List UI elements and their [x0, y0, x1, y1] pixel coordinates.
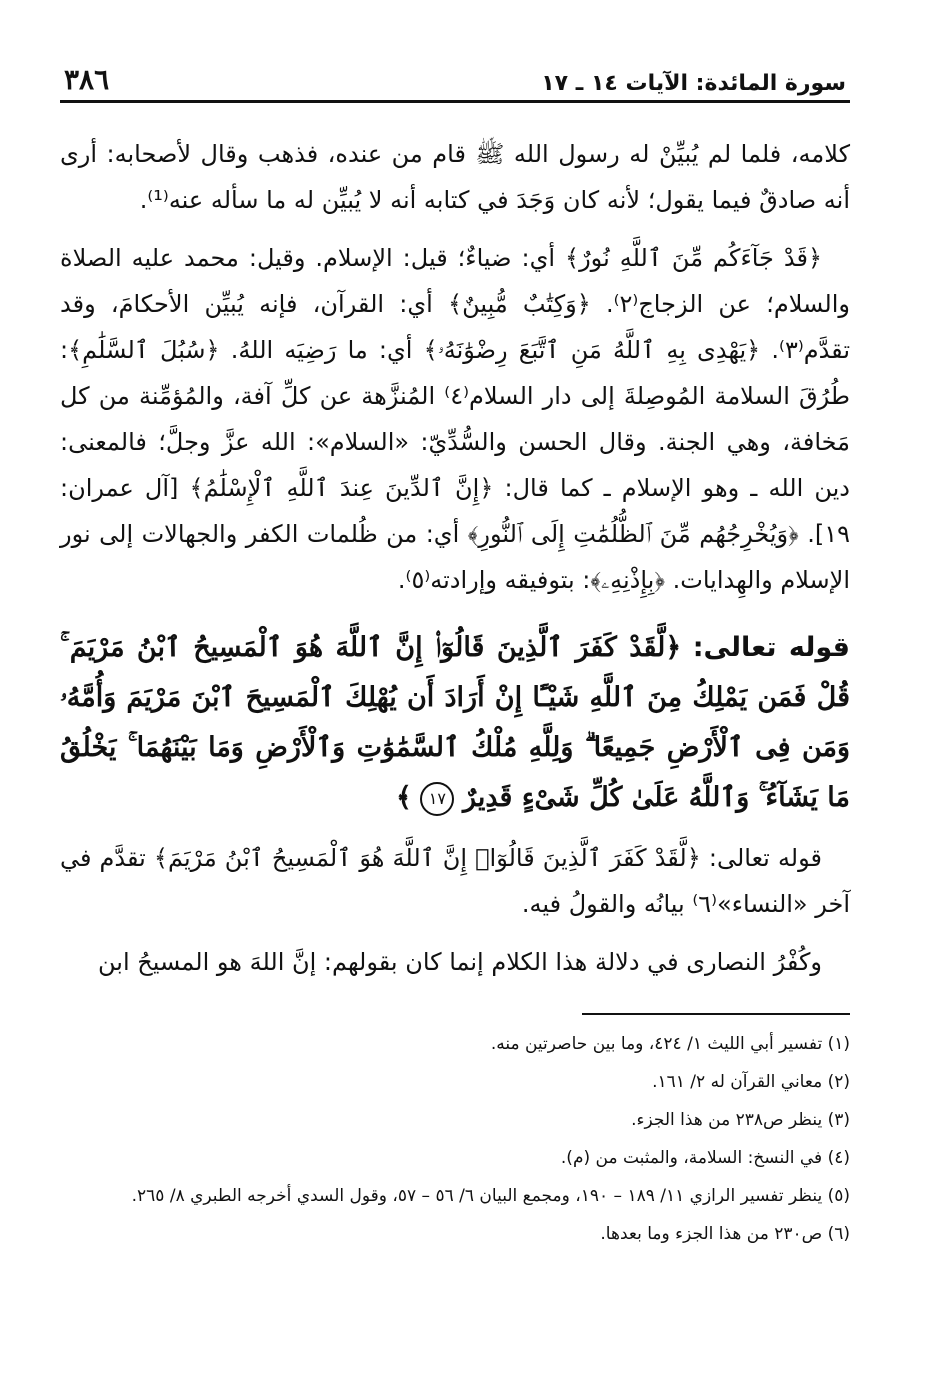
paragraph-4: وكُفْرُ النصارى في دلالة هذا الكلام إنما كان بقولهم: إنَّ اللهَ هو المسيحُ ابن	[98, 948, 822, 976]
page-header	[60, 52, 850, 103]
footnote-separator	[582, 1013, 850, 1015]
verse-text: ﴿لَّقَدْ كَفَرَ ٱلَّذِينَ قَالُوٓا۟ إِنَّ ٱللَّهَ هُوَ ٱلْمَسِيحُ ٱبْنُ مَرْيَمَ ۚ قُلْ فَمَن يَمْلِكُ مِنَ ٱللَّهِ شَيْـًٔا إِنْ أَرَادَ أَن يُهْلِكَ ٱلْمَسِيحَ ٱبْنَ مَرْيَمَ وَأُمَّهُۥ وَمَن فِى ٱلْأَرْضِ جَمِيعًا ۗ وَلِلَّهِ مُلْكُ ٱلسَّمَٰوَٰتِ وَٱلْأَرْضِ وَمَا بَيْنَهُمَا ۚ يَخْلُقُ مَا يَشَآءُ ۚ وَٱللَّهُ عَلَىٰ كُلِّ شَىْءٍ قَدِيرٌ	[60, 632, 850, 813]
footnote-2: (٢) معاني القرآن له ٢/ ١٦١.	[652, 1072, 850, 1092]
footnotes	[60, 1029, 850, 1249]
footnote-4: (٤) في النسخ: السلامة، والمثبت من (م).	[560, 1148, 850, 1168]
page-number: ٣٨٦	[64, 63, 110, 96]
main-text	[60, 131, 850, 985]
paragraph-2: ﴿قَدْ جَآءَكُم مِّنَ ٱللَّهِ نُورٌ﴾ أي: ضياءٌ؛ قيل: الإسلام. وقيل: محمد عليه الصلاة والسلام؛ عن الزجاج⁽٢⁾. ﴿وَكِتَٰبٌ مُّبِينٌ﴾ أي: القرآن، فإنه يُبيِّن الأحكامَ، وقد تقدَّم⁽٣⁾. ﴿يَهْدِى بِهِ ٱللَّهُ مَنِ ٱتَّبَعَ رِضْوَٰنَهُۥ﴾ أي: ما رَضِيَه اللهُ. ﴿سُبُلَ ٱلسَّلَٰمِ﴾: طُرُقَ السلامة المُوصِلةَ إلى دار السلام⁽٤⁾ المُنزَّهة عن كلِّ آفة، والمُؤمِّنة من كل مَخافة، وهي الجنة. وقال الحسن والسُّدِّيّ: «السلام»: الله عزَّ وجلَّ؛ فالمعنى: دين الله ـ وهو الإسلام ـ كما قال: ﴿إِنَّ ٱلدِّينَ عِندَ ٱللَّهِ ٱلْإِسْلَٰمُ﴾ [آل عمران: ١٩]. ﴿وَيُخْرِجُهُم مِّنَ ٱلظُّلُمَٰتِ إِلَى ٱلنُّورِ﴾ أي: من ظُلمات الكفر والجهالات إلى نور الإسلام والهِدايات. ﴿بِإِذْنِهِۦ﴾: بتوفيقه وإرادته⁽٥⁾.	[60, 244, 850, 594]
verse-block	[60, 623, 850, 823]
paragraph-3: قوله تعالى: ﴿لَّقَدْ كَفَرَ ٱلَّذِينَ قَالُوٓا۟ إِنَّ ٱللَّهَ هُوَ ٱلْمَسِيحُ ٱبْنُ مَرْيَمَ﴾ تقدَّم في آخر «النساء»⁽٦⁾ بيانُه والقولُ فيه.	[60, 844, 850, 918]
footnote-3: (٣) ينظر ص٢٣٨ من هذا الجزء.	[631, 1110, 850, 1130]
running-title: سورة المائدة: الآيات ١٤ ـ ١٧	[541, 71, 846, 96]
footnote-5: (٥) ينظر تفسير الرازي ١١/ ١٨٩ – ١٩٠، ومجمع البيان ٦/ ٥٦ – ٥٧، وقول السدي أخرجه الطبري ٨/ ٢٦٥.	[131, 1186, 850, 1206]
paragraph-1: كلامه، فلما لم يُبيِّنْ له رسول الله ﷺ قام من عنده، فذهب وقال لأصحابه: أرى أنه صادقٌ فيما يقول؛ لأنه كان وَجَدَ في كتابه أنه لا يُبيِّن له ما سأله عنه⁽¹⁾.	[60, 140, 850, 214]
book-page	[60, 52, 850, 1352]
verse-intro: قوله تعالى:	[692, 632, 850, 663]
footnote-6: (٦) ص٢٣٠ من هذا الجزء وما بعدها.	[600, 1224, 850, 1244]
footnote-1: (١) تفسير أبي الليث ١/ ٤٢٤، وما بين حاصرتين منه.	[490, 1034, 850, 1054]
verse-close-bracket: ﴾	[395, 782, 412, 813]
ayah-number-marker: ١٧	[420, 782, 454, 816]
